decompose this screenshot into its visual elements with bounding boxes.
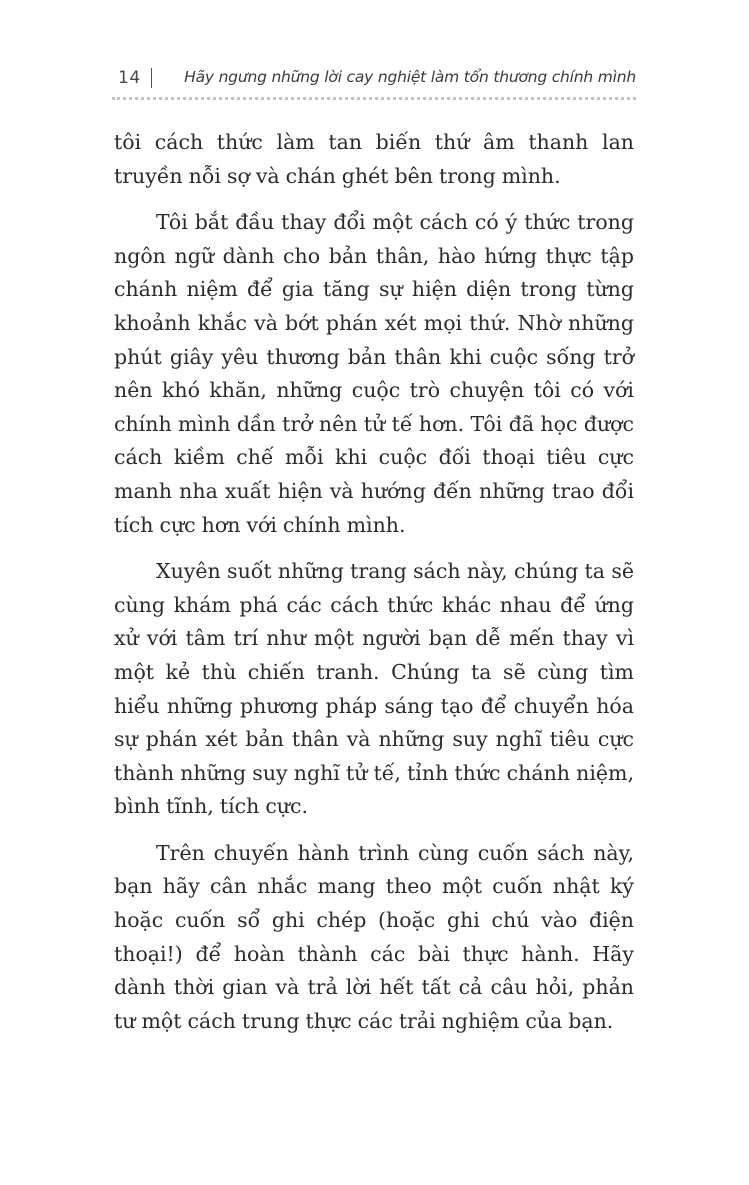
page-header [112, 66, 636, 92]
paragraph: Tôi bắt đầu thay đổi một cách có ý thức trong ngôn ngữ dành cho bản thân, hào hứng thực tập chánh niệm để gia tăng sự hiện diện trong từng khoảnh khắc và bớt phán xét mọi thứ. Nhờ những phút giây yêu thương bản thân khi cuộc sống trở nên khó khăn, những cuộc trò chuyện tôi có với chính mình dần trở nên tử tế hơn. Tôi đã học được cách kiềm chế mỗi khi cuộc đối thoại tiêu cực manh nha xuất hiện và hướng đến những trao đổi tích cực hơn với chính mình. [114, 210, 634, 537]
paragraph: Xuyên suốt những trang sách này, chúng ta sẽ cùng khám phá các cách thức khác nhau để ứng xử với tâm trí như một người bạn dễ mến thay vì một kẻ thù chiến tranh. Chúng ta sẽ cùng tìm hiểu những phương pháp sáng tạo để chuyển hóa sự phán xét bản thân và những suy nghĩ tiêu cực thành những suy nghĩ tử tế, tỉnh thức chánh niệm, bình tĩnh, tích cực. [114, 559, 634, 819]
running-title: Hãy ngưng những lời cay nghiệt làm tổn thương chính mình [184, 68, 636, 86]
dotted-rule-divider [112, 97, 636, 100]
page-number: 14 [118, 68, 141, 88]
paragraph: Trên chuyến hành trình cùng cuốn sách này, bạn hãy cân nhắc mang theo một cuốn nhật ký hoặc cuốn sổ ghi chép (hoặc ghi chú vào điện thoại!) để hoàn thành các bài thực hành. Hãy dành thời gian và trả lời hết tất cả câu hỏi, phản tư một cách trung thực các trải nghiệm của bạn. [114, 840, 634, 1033]
body-text [114, 126, 634, 1051]
header-divider [151, 68, 152, 88]
paragraph-continuation: tôi cách thức làm tan biến thứ âm thanh lan truyền nỗi sợ và chán ghét bên trong mình. [114, 130, 634, 188]
